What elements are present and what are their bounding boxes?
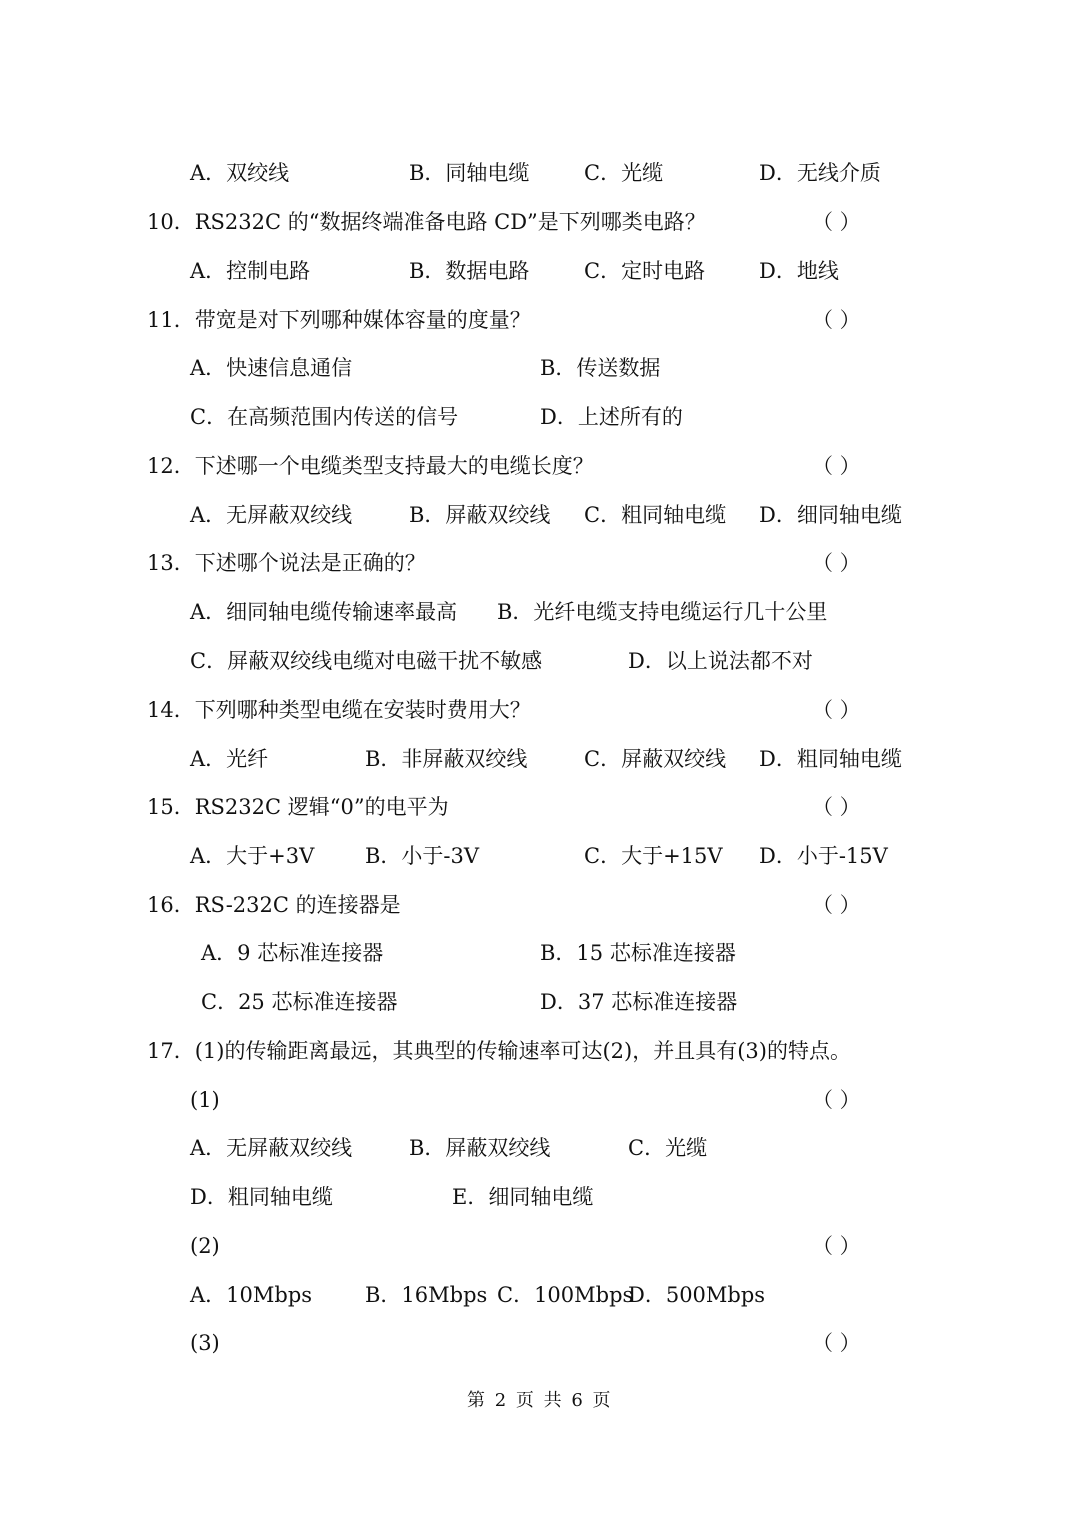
q14-option-b: B．非屏蔽双绞线	[365, 747, 528, 771]
q15-option-b: B．小于-3V	[365, 844, 480, 868]
q15-option-a: A．大于+3V	[190, 844, 315, 868]
q17-stem: 17．(1)的传输距离最远，其典型的传输速率可达(2)，并且具有(3)的特点。	[147, 1039, 851, 1063]
q14-stem: 14．下列哪种类型电缆在安装时费用大？	[147, 698, 531, 722]
q17-sub2-label: (2)	[190, 1234, 220, 1258]
q16-stem: 16．RS-232C 的连接器是	[147, 893, 401, 917]
q17-sub2-option-c: C．100Mbps	[497, 1283, 634, 1307]
q11-stem: 11．带宽是对下列哪种媒体容量的度量？	[147, 308, 531, 332]
q12-option-a: A．无屏蔽双绞线	[190, 503, 353, 527]
q14-option-c: C．屏蔽双绞线	[584, 747, 727, 771]
q13-option-a: A．细同轴电缆传输速率最高	[190, 600, 458, 624]
q17-sub2-answer-paren: （ ）	[812, 1234, 861, 1258]
q12-stem: 12．下述哪一个电缆类型支持最大的电缆长度？	[147, 454, 594, 478]
q11-option-c: C．在高频范围内传送的信号	[190, 405, 459, 429]
q17-sub3-label: (3)	[190, 1331, 220, 1355]
q17-sub2-option-b: B．16Mbps	[365, 1283, 488, 1307]
q12-answer-paren: （ ）	[812, 454, 861, 478]
q15-stem: 15．RS232C 逻辑“0”的电平为	[147, 795, 449, 819]
q13-option-b: B．光纤电缆支持电缆运行几十公里	[497, 600, 828, 624]
page-footer: 第 2 页 共 6 页	[467, 1390, 613, 1411]
q9-option-d: D．无线介质	[759, 161, 881, 185]
q10-answer-paren: （ ）	[812, 210, 861, 234]
q12-option-d: D．细同轴电缆	[759, 503, 902, 527]
q15-option-d: D．小于-15V	[759, 844, 888, 868]
q11-option-a: A．快速信息通信	[190, 356, 353, 380]
q11-option-b: B．传送数据	[540, 356, 661, 380]
q17-sub1-option-d: D．粗同轴电缆	[190, 1185, 333, 1209]
q17-sub1-option-e: E．细同轴电缆	[452, 1185, 594, 1209]
q14-option-d: D．粗同轴电缆	[759, 747, 902, 771]
q16-option-b: B．15 芯标准连接器	[540, 941, 736, 965]
q16-option-a: A．9 芯标准连接器	[201, 941, 384, 965]
q13-option-d: D．以上说法都不对	[628, 649, 813, 673]
q15-option-c: C．大于+15V	[584, 844, 723, 868]
q17-sub2-option-d: D．500Mbps	[628, 1283, 766, 1307]
q12-option-c: C．粗同轴电缆	[584, 503, 727, 527]
q15-answer-paren: （ ）	[812, 795, 861, 819]
q14-answer-paren: （ ）	[812, 698, 861, 722]
q17-sub1-answer-paren: （ ）	[812, 1088, 861, 1112]
q16-answer-paren: （ ）	[812, 893, 861, 917]
q17-sub2-option-a: A．10Mbps	[190, 1283, 313, 1307]
q17-sub1-option-a: A．无屏蔽双绞线	[190, 1136, 353, 1160]
q17-sub1-option-c: C．光缆	[628, 1136, 708, 1160]
q17-sub1-label: (1)	[190, 1088, 220, 1112]
q10-option-a: A．控制电路	[190, 259, 311, 283]
q13-answer-paren: （ ）	[812, 551, 861, 575]
q10-option-d: D．地线	[759, 259, 839, 283]
q16-option-c: C．25 芯标准连接器	[201, 990, 398, 1014]
q9-option-b: B．同轴电缆	[409, 161, 530, 185]
q10-option-b: B．数据电路	[409, 259, 530, 283]
q10-stem: 10．RS232C 的“数据终端准备电路 CD”是下列哪类电路？	[147, 210, 706, 234]
q11-option-d: D．上述所有的	[540, 405, 683, 429]
q12-option-b: B．屏蔽双绞线	[409, 503, 551, 527]
q14-option-a: A．光纤	[190, 747, 269, 771]
q9-option-a: A．双绞线	[190, 161, 290, 185]
q13-stem: 13．下述哪个说法是正确的？	[147, 551, 426, 575]
q9-option-c: C．光缆	[584, 161, 664, 185]
q17-sub3-answer-paren: （ ）	[812, 1331, 861, 1355]
q10-option-c: C．定时电路	[584, 259, 706, 283]
q11-answer-paren: （ ）	[812, 308, 861, 332]
q17-sub1-option-b: B．屏蔽双绞线	[409, 1136, 551, 1160]
q13-option-c: C．屏蔽双绞线电缆对电磁干扰不敏感	[190, 649, 543, 673]
q16-option-d: D．37 芯标准连接器	[540, 990, 738, 1014]
